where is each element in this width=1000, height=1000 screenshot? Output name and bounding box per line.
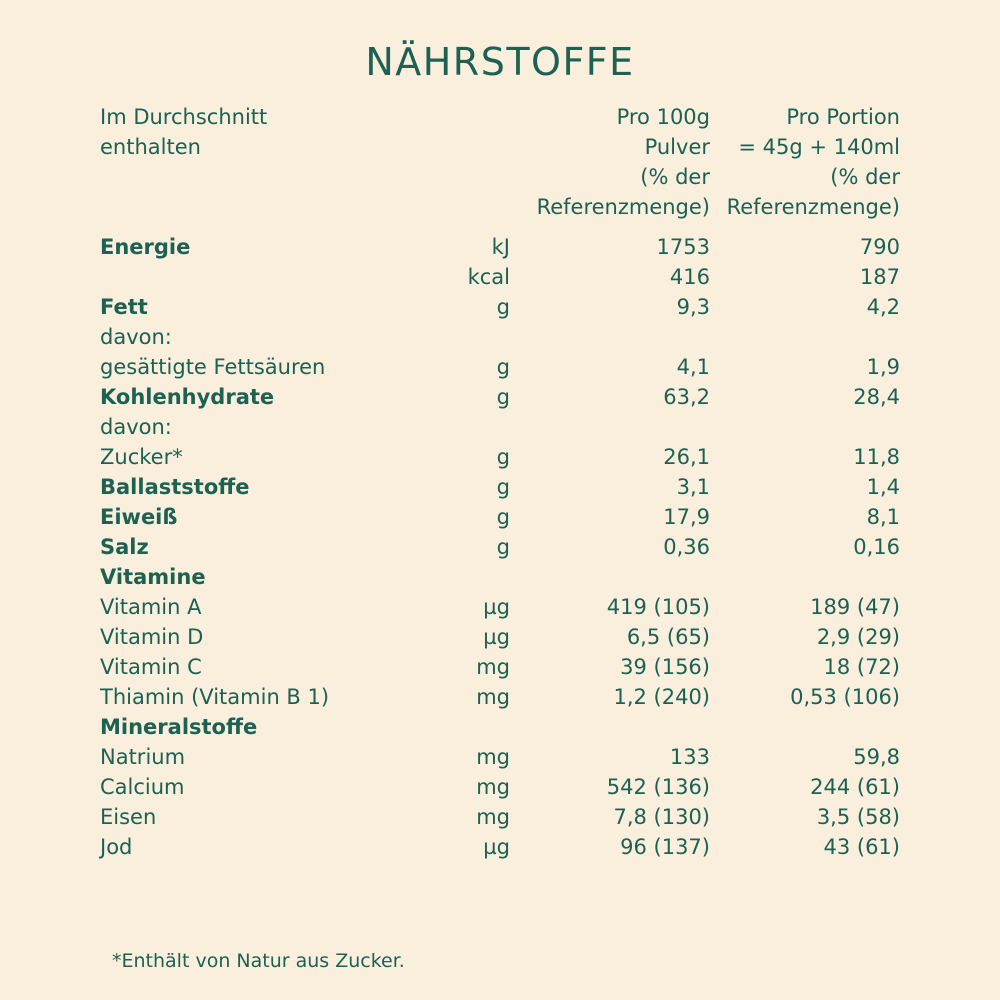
row-unit: g	[496, 445, 510, 469]
row-label: Natrium	[100, 745, 186, 769]
row-value-per-100g: 63,2	[663, 385, 710, 409]
row-value-per-portion: 11,8	[853, 445, 900, 469]
row-value-per-portion	[710, 712, 900, 742]
row-label: Eisen	[100, 805, 157, 829]
row-value-per-portion: 0,16	[853, 535, 900, 559]
table-row	[100, 292, 900, 322]
nutrition-table	[100, 102, 900, 862]
header-col-100g-line3: (% der	[640, 165, 710, 189]
table-row	[100, 652, 900, 682]
header-col-100g-line2: Pulver	[644, 135, 710, 159]
table-row	[100, 382, 900, 412]
row-label: davon:	[100, 415, 172, 439]
header-col-name-line2: enthalten	[100, 135, 201, 159]
row-value-per-100g	[510, 412, 710, 442]
row-unit: mg	[476, 805, 510, 829]
row-value-per-portion	[710, 562, 900, 592]
row-unit: kJ	[491, 235, 510, 259]
row-label: Eiweiß	[100, 505, 178, 529]
row-label: Thiamin (Vitamin B 1)	[100, 685, 330, 709]
header-col-100g-line1: Pro 100g	[616, 105, 710, 129]
header-col-name-line1: Im Durchschnitt	[100, 105, 268, 129]
row-value-per-portion: 790	[859, 235, 900, 259]
row-value-per-100g: 542 (136)	[606, 775, 710, 799]
table-row	[100, 532, 900, 562]
row-value-per-100g: 17,9	[663, 505, 710, 529]
table-row	[100, 772, 900, 802]
row-label: Calcium	[100, 775, 185, 799]
row-value-per-100g: 4,1	[676, 355, 710, 379]
row-label: Kohlenhydrate	[100, 385, 275, 409]
row-value-per-portion: 189 (47)	[810, 595, 900, 619]
row-unit: g	[496, 385, 510, 409]
row-value-per-100g: 1753	[656, 235, 710, 259]
row-value-per-portion: 1,4	[866, 475, 900, 499]
row-unit: g	[496, 505, 510, 529]
header-spacer	[100, 222, 900, 232]
header-col-portion-line2: = 45g + 140ml	[738, 135, 900, 159]
table-row	[100, 472, 900, 502]
row-value-per-100g: 96 (137)	[620, 835, 710, 859]
row-value-per-100g: 3,1	[676, 475, 710, 499]
header-col-unit	[400, 102, 510, 222]
row-value-per-portion: 187	[859, 265, 900, 289]
table-row	[100, 832, 900, 862]
row-label: Jod	[100, 835, 133, 859]
page-title: NÄHRSTOFFE	[365, 40, 635, 84]
row-value-per-100g: 133	[669, 745, 710, 769]
table-row	[100, 352, 900, 382]
row-label: Vitamin C	[100, 655, 202, 679]
row-value-per-portion: 244 (61)	[810, 775, 900, 799]
table-row	[100, 712, 900, 742]
table-row	[100, 622, 900, 652]
row-label: davon:	[100, 325, 172, 349]
header-spacer-cell	[100, 222, 900, 232]
row-value-per-100g: 9,3	[676, 295, 710, 319]
row-label	[100, 262, 400, 292]
row-label: gesättigte Fettsäuren	[100, 355, 326, 379]
table-row	[100, 412, 900, 442]
row-value-per-100g: 419 (105)	[606, 595, 710, 619]
row-label: Energie	[100, 235, 191, 259]
row-label: Vitamine	[100, 565, 206, 589]
row-unit: g	[496, 535, 510, 559]
row-unit: µg	[483, 625, 510, 649]
row-value-per-portion: 8,1	[866, 505, 900, 529]
row-label: Vitamin D	[100, 625, 204, 649]
table-row	[100, 232, 900, 262]
header-col-100g-line4: Referenzmenge)	[536, 195, 710, 219]
row-value-per-100g: 0,36	[663, 535, 710, 559]
row-label: Mineralstoffe	[100, 715, 258, 739]
row-value-per-portion	[710, 322, 900, 352]
footnote: *Enthält von Natur aus Zucker.	[112, 950, 405, 972]
table-row	[100, 742, 900, 772]
table-header-row	[100, 102, 900, 222]
row-value-per-portion: 28,4	[853, 385, 900, 409]
row-unit	[400, 562, 510, 592]
header-col-per-100g	[510, 102, 710, 222]
row-value-per-100g: 26,1	[663, 445, 710, 469]
row-unit: µg	[483, 595, 510, 619]
header-col-portion-line4: Referenzmenge)	[726, 195, 900, 219]
table-row	[100, 502, 900, 532]
header-col-name	[100, 102, 400, 222]
row-value-per-100g: 416	[669, 265, 710, 289]
row-unit: µg	[483, 835, 510, 859]
row-unit: kcal	[467, 265, 510, 289]
row-value-per-portion: 18 (72)	[823, 655, 900, 679]
row-unit: mg	[476, 745, 510, 769]
row-label: Salz	[100, 535, 149, 559]
row-value-per-portion: 59,8	[853, 745, 900, 769]
nutrition-table-body	[100, 102, 900, 862]
row-value-per-100g: 7,8 (130)	[613, 805, 710, 829]
row-value-per-100g	[510, 562, 710, 592]
row-unit: g	[496, 295, 510, 319]
row-value-per-100g: 6,5 (65)	[626, 625, 710, 649]
row-value-per-100g: 1,2 (240)	[613, 685, 710, 709]
table-row	[100, 802, 900, 832]
row-unit: mg	[476, 685, 510, 709]
row-unit: g	[496, 475, 510, 499]
row-unit	[400, 712, 510, 742]
row-unit: mg	[476, 655, 510, 679]
row-value-per-portion	[710, 412, 900, 442]
row-label: Ballaststoffe	[100, 475, 250, 499]
table-row	[100, 322, 900, 352]
row-value-per-100g: 39 (156)	[620, 655, 710, 679]
row-value-per-portion: 4,2	[866, 295, 900, 319]
row-unit	[400, 412, 510, 442]
table-row	[100, 682, 900, 712]
header-col-portion-line1: Pro Portion	[786, 105, 900, 129]
table-row	[100, 562, 900, 592]
row-value-per-portion: 43 (61)	[823, 835, 900, 859]
table-row	[100, 442, 900, 472]
table-row	[100, 592, 900, 622]
row-value-per-100g	[510, 712, 710, 742]
row-unit: mg	[476, 775, 510, 799]
row-label: Zucker*	[100, 445, 183, 469]
header-col-portion-line3: (% der	[830, 165, 900, 189]
row-value-per-portion: 0,53 (106)	[790, 685, 900, 709]
row-value-per-portion: 1,9	[866, 355, 900, 379]
row-label: Vitamin A	[100, 595, 202, 619]
table-row	[100, 262, 900, 292]
row-unit: g	[496, 355, 510, 379]
row-value-per-portion: 3,5 (58)	[816, 805, 900, 829]
row-unit	[400, 322, 510, 352]
header-col-per-portion	[710, 102, 900, 222]
row-value-per-100g	[510, 322, 710, 352]
row-label: Fett	[100, 295, 148, 319]
row-value-per-portion: 2,9 (29)	[816, 625, 900, 649]
